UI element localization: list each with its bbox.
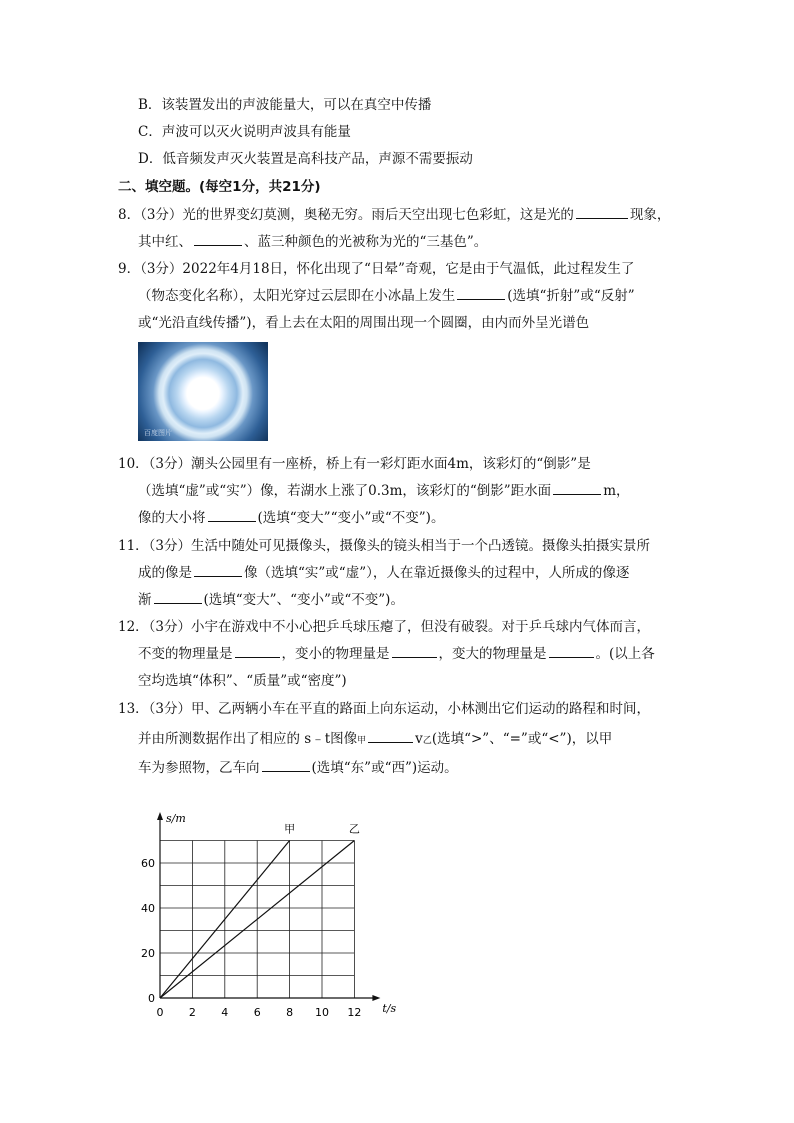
y-tick-label: 20	[141, 947, 155, 960]
question-13-line-2	[138, 730, 612, 750]
q12-text-b: ，变小的物理量是	[281, 646, 390, 662]
q9-text-a: （物态变化名称），太阳光穿过云层即在小冰晶上发生	[138, 288, 456, 304]
x-axis-label: t/s	[382, 1002, 397, 1015]
q13-text-b: (选填“>”、“=”或“<”)，以甲	[431, 731, 613, 747]
x-tick-label: 2	[188, 1006, 196, 1019]
x-tick-label: 8	[286, 1006, 294, 1019]
question-12-line-2	[138, 645, 655, 663]
q10-blank-2[interactable]	[208, 509, 256, 522]
q12-text-d: 。(以上各	[595, 646, 655, 662]
y-axis-label: s/m	[166, 812, 186, 825]
q10-text-a: （选填“虚”或“实”）像，若湖水上涨了0.3m，该彩灯的“倒影”距水面	[138, 483, 552, 499]
question-10-line-1: 10．（3分）潮头公园里有一座桥，桥上有一彩灯距水面4m，该彩灯的“倒影”是	[118, 456, 591, 472]
question-11-line-1: 11．（3分）生活中随处可见摄像头，摄像头的镜头相当于一个凸透镜。摄像头拍摄实景所	[118, 538, 651, 554]
q11-text-c: 渐	[138, 592, 152, 608]
option-d: D．低音频发声灭火装置是高科技产品，声源不需要振动	[138, 151, 473, 167]
q9-text-b: (选填“折射”或“反射”	[507, 288, 635, 304]
s-t-chart	[140, 808, 430, 1030]
q11-text-a: 成的像是	[138, 565, 192, 581]
q10-text-d: (选填“变大”“变小”或“不变”)。	[257, 510, 445, 526]
q13-blank-2[interactable]	[262, 759, 310, 772]
q13-text-a: 并由所测数据作出了相应的 s﹣t图像	[138, 731, 358, 747]
sun-halo-photo	[138, 342, 268, 441]
y-tick-label: 40	[141, 902, 155, 915]
q11-text-d: (选填“变大”、“变小”或“不变”)。	[203, 592, 404, 608]
q12-text-c: ，变大的物理量是	[438, 646, 547, 662]
q8-text-b: 现象，	[629, 207, 671, 223]
q10-blank-1[interactable]	[553, 482, 601, 495]
option-b: B．该装置发出的声波能量大，可以在真空中传播	[138, 97, 432, 113]
q13-text-d: (选填“东”或“西”)运动。	[311, 760, 458, 776]
x-tick-label: 6	[253, 1006, 261, 1019]
q12-blank-3[interactable]	[549, 645, 594, 658]
q12-blank-2[interactable]	[392, 645, 437, 658]
question-13-line-3	[138, 759, 458, 777]
x-tick-label: 4	[221, 1006, 229, 1019]
question-9-line-3: 或“光沿直线传播”)，看上去在太阳的周围出现一个圆圈，由内而外呈光谱色	[138, 315, 590, 331]
q13-sub-jia: 甲	[357, 736, 367, 746]
question-11-line-3	[138, 591, 404, 609]
q12-text-a: 不变的物理量是	[138, 646, 233, 662]
question-13-line-1: 13．（3分）甲、乙两辆小车在平直的路面上向东运动，小林测出它们运动的路程和时间，	[118, 701, 651, 717]
x-tick-label: 0	[156, 1006, 164, 1019]
question-11-line-2	[138, 564, 629, 582]
y-tick-label: 0	[148, 992, 155, 1005]
q10-text-c: 像的大小将	[138, 510, 206, 526]
q8-blank-1[interactable]	[576, 206, 628, 219]
section-title: 二、填空题。(每空1分，共21分)	[118, 179, 321, 195]
question-12-line-3: 空均选填“体积”、“质量”或“密度”)	[138, 673, 347, 689]
x-tick-label: 10	[315, 1006, 329, 1019]
q8-blank-2[interactable]	[194, 233, 242, 246]
photo-watermark: 百度图片	[144, 429, 172, 437]
q9-blank-1[interactable]	[457, 287, 505, 300]
y-axis-arrow	[157, 812, 163, 820]
q13-text-v: v	[415, 731, 423, 747]
q11-blank-2[interactable]	[154, 591, 202, 604]
x-axis-arrow	[372, 995, 380, 1001]
series-label-jia: 甲	[284, 822, 296, 836]
q13-sub-yi: 乙	[422, 736, 432, 746]
q12-blank-1[interactable]	[235, 645, 280, 658]
option-c: C．声波可以灭火说明声波具有能量	[138, 124, 351, 140]
q8-text-c: 其中红、	[138, 234, 192, 250]
q11-blank-1[interactable]	[194, 564, 242, 577]
q11-text-b: 像（选填“实”或“虚”），人在靠近摄像头的过程中，人所成的像逐	[244, 565, 630, 581]
question-12-line-1: 12．（3分）小宇在游戏中不小心把乒乓球压瘪了，但没有破裂。对于乒乓球内气体而言，	[118, 619, 651, 635]
question-10-line-3	[138, 509, 444, 527]
q13-text-c: 车为参照物，乙车向	[138, 760, 260, 776]
q8-text-d: 、蓝三种颜色的光被称为光的“三基色”。	[244, 234, 488, 250]
series-label-yi: 乙	[348, 822, 360, 836]
question-8-line-2	[138, 233, 487, 251]
q10-text-b: m，	[603, 483, 630, 499]
y-tick-label: 60	[141, 857, 155, 870]
question-8-line-1	[118, 206, 670, 224]
question-9-line-1: 9．（3分）2022年4月18日，怀化出现了“日晕”奇观，它是由于气温低，此过程发生了	[118, 261, 635, 277]
question-9-line-2	[138, 287, 635, 305]
question-10-line-2	[138, 482, 630, 500]
x-tick-label: 12	[347, 1006, 362, 1019]
q8-text-a: 8．（3分）光的世界变幻莫测，奥秘无穷。雨后天空出现七色彩虹，这是光的	[118, 207, 574, 223]
q13-blank-1[interactable]	[368, 730, 413, 743]
